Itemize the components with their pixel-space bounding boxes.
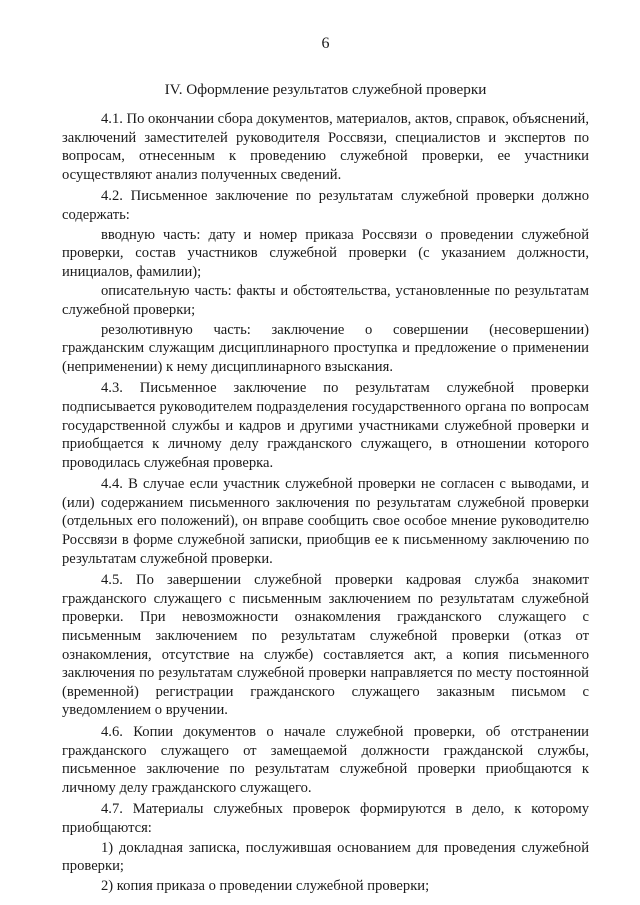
paragraph-descriptive-part: описательную часть: факты и обстоятельства, установленные по результатам служебной проверки; [62, 283, 589, 318]
paragraph-4-4: 4.4. В случае если участник служебной проверки не согласен с выводами, и (или) содержанием письменного заключения по результатам служебной проверки (отдельных его положений), он вправе сообщить свое особое мнение руководителю Россвязи в форме служебной записки, приобщив ее к письменному заключению по результатам служебной проверки. [62, 476, 589, 567]
paragraph-4-3: 4.3. Письменное заключение по результатам служебной проверки подписывается руководителем подразделения государственного органа по вопросам государственной службы и кадров и другими участниками служебной проверки и приобщается к личному делу гражданского служащего, в отношении которого проводилась служебная проверка. [62, 380, 589, 471]
paragraph-4-7: 4.7. Материалы служебных проверок формируются в дело, к которому приобщаются: [62, 801, 589, 836]
section-title: IV. Оформление результатов служебной проверки [164, 81, 487, 98]
paragraph-4-1: 4.1. По окончании сбора документов, материалов, актов, справок, объяснений, заключений заместителей руководителя Россвязи, специалистов и экспертов по вопросам, отнесенным к проведению служебной проверки, ее участники осуществляют анализ полученных сведений. [62, 111, 589, 183]
list-item-2: 2) копия приказа о проведении служебной проверки; [101, 877, 430, 894]
page-number: 6 [321, 35, 330, 52]
paragraph-4-2: 4.2. Письменное заключение по результатам служебной проверки должно содержать: [62, 188, 589, 223]
list-item-1: 1) докладная записка, послужившая основанием для проведения служебной проверки; [62, 839, 589, 875]
paragraph-4-6: 4.6. Копии документов о начале служебной проверки, об отстранении гражданского служащего от замещаемой должности гражданской службы, письменное заключение по результатам служебной проверки приобщаются к личному делу гражданского служащего. [62, 724, 589, 796]
paragraph-resolutive-part: резолютивную часть: заключение о совершении (несовершении) гражданским служащим дисциплинарного проступка и предложение о применении (неприменении) к нему дисциплинарного взыскания. [62, 321, 589, 375]
paragraph-intro-part: вводную часть: дату и номер приказа Россвязи о проведении служебной проверки, состав участников служебной проверки (с указанием должности, инициалов, фамилии); [62, 226, 589, 280]
paragraph-4-5: 4.5. По завершении служебной проверки кадровая служба знакомит гражданского служащего с письменным заключением по результатам служебной проверки. При невозможности ознакомления гражданского служащего с письменным заключением по результатам служебной проверки (отказ от ознакомления, отсутствие на службе) составляется акт, а копия письменного заключения по результатам служебной проверки направляется по месту постоянной (временной) регистрации гражданского служащего заказным письмом с уведомлением о вручении. [62, 572, 589, 719]
